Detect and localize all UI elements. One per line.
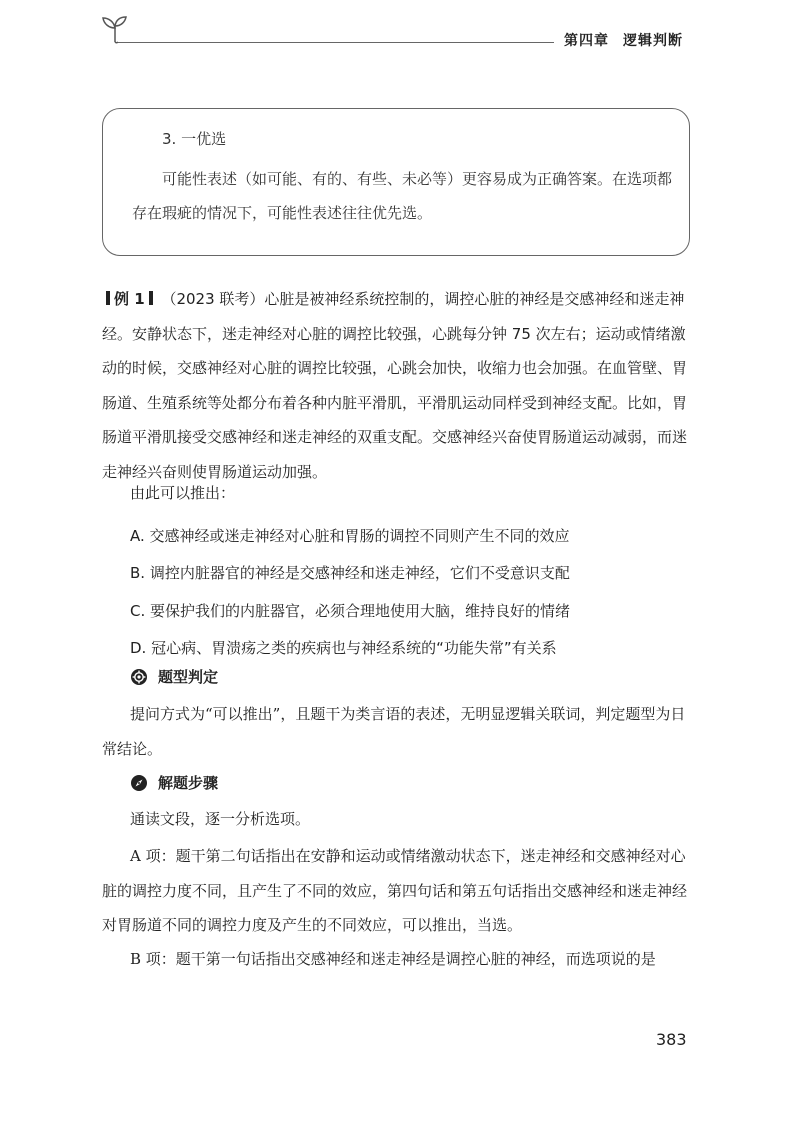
steps-heading-text: 解题步骤 xyxy=(158,774,219,792)
option-list xyxy=(130,518,570,667)
chapter-label: 第四章 xyxy=(564,33,609,49)
analysis-b: B 项：题干第一句话指出交感神经和迷走神经是调控心脏的神经，而选项说的是 xyxy=(130,950,656,968)
example-text: 心脏是被神经系统控制的，调控心脏的神经是交感神经和迷走神经。安静状态下，迷走神经对心脏的调控比较强，心跳每分钟 75 次左右；运动或情绪激动的时候，交感神经对心脏的调控比较强，心跳会加快，收缩力也会加强。在血管壁、胃肠道、生殖系统等处都分布着各种内脏平滑肌，平滑肌运动同样受到神经支配。比如，胃肠道平滑肌接受交感神经和迷走神经的双重支配。交感神经兴奋使胃肠道运动减弱，而迷走神经兴奋则使胃肠道运动加强。 xyxy=(102,290,688,481)
type-heading-text: 题型判定 xyxy=(158,668,219,686)
type-body: 提问方式为“可以推出”，且题干为类言语的表述，无明显逻辑关联词，判定题型为日常结论。 xyxy=(102,705,686,758)
bar-marker xyxy=(149,291,153,305)
gear-icon xyxy=(130,668,148,686)
option-c: C. 要保护我们的内脏器官，必须合理地使用大脑，维持良好的情绪 xyxy=(130,601,571,620)
chapter-title: 逻辑判断 xyxy=(623,33,683,49)
option-b: B. 调控内脏器官的神经是交感神经和迷走神经，它们不受意识支配 xyxy=(130,564,570,583)
page-number: 383 xyxy=(656,1030,687,1049)
bar-marker xyxy=(106,291,110,305)
question-prompt: 由此可以推出： xyxy=(130,484,236,502)
analysis-a: A 项：题干第二句话指出在安静和运动或情绪激动状态下，迷走神经和交感神经对心脏的调控力度不同，且产生了不同的效应，第四句话和第五句话指出交感神经和迷走神经对胃肠道不同的调控力度及产生的不同效应，可以推出，当选。 xyxy=(102,847,688,934)
steps-intro: 通读文段，逐一分析选项。 xyxy=(130,810,311,828)
example-label: 例 1 xyxy=(114,290,145,308)
type-section-heading xyxy=(130,666,218,687)
steps-section-heading xyxy=(130,772,218,793)
example-stem xyxy=(102,282,692,489)
option-a: A. 交感神经或迷走神经对心脏和胃肠的调控不同则产生不同的效应 xyxy=(130,527,570,545)
example-source: （2023 联考） xyxy=(161,290,265,308)
header-rule xyxy=(118,42,554,43)
running-header xyxy=(564,30,683,50)
sprout-icon xyxy=(98,12,132,46)
option-d: D. 冠心病、胃溃疡之类的疾病也与神经系统的“功能失常”有关系 xyxy=(130,638,557,657)
compass-icon xyxy=(130,774,148,792)
tip-body: 可能性表述（如可能、有的、有些、未必等）更容易成为正确答案。在选项都存在瑕疵的情况下，可能性表述往往优先选。 xyxy=(132,170,673,222)
tip-heading: 3. 一优选 xyxy=(162,130,227,148)
